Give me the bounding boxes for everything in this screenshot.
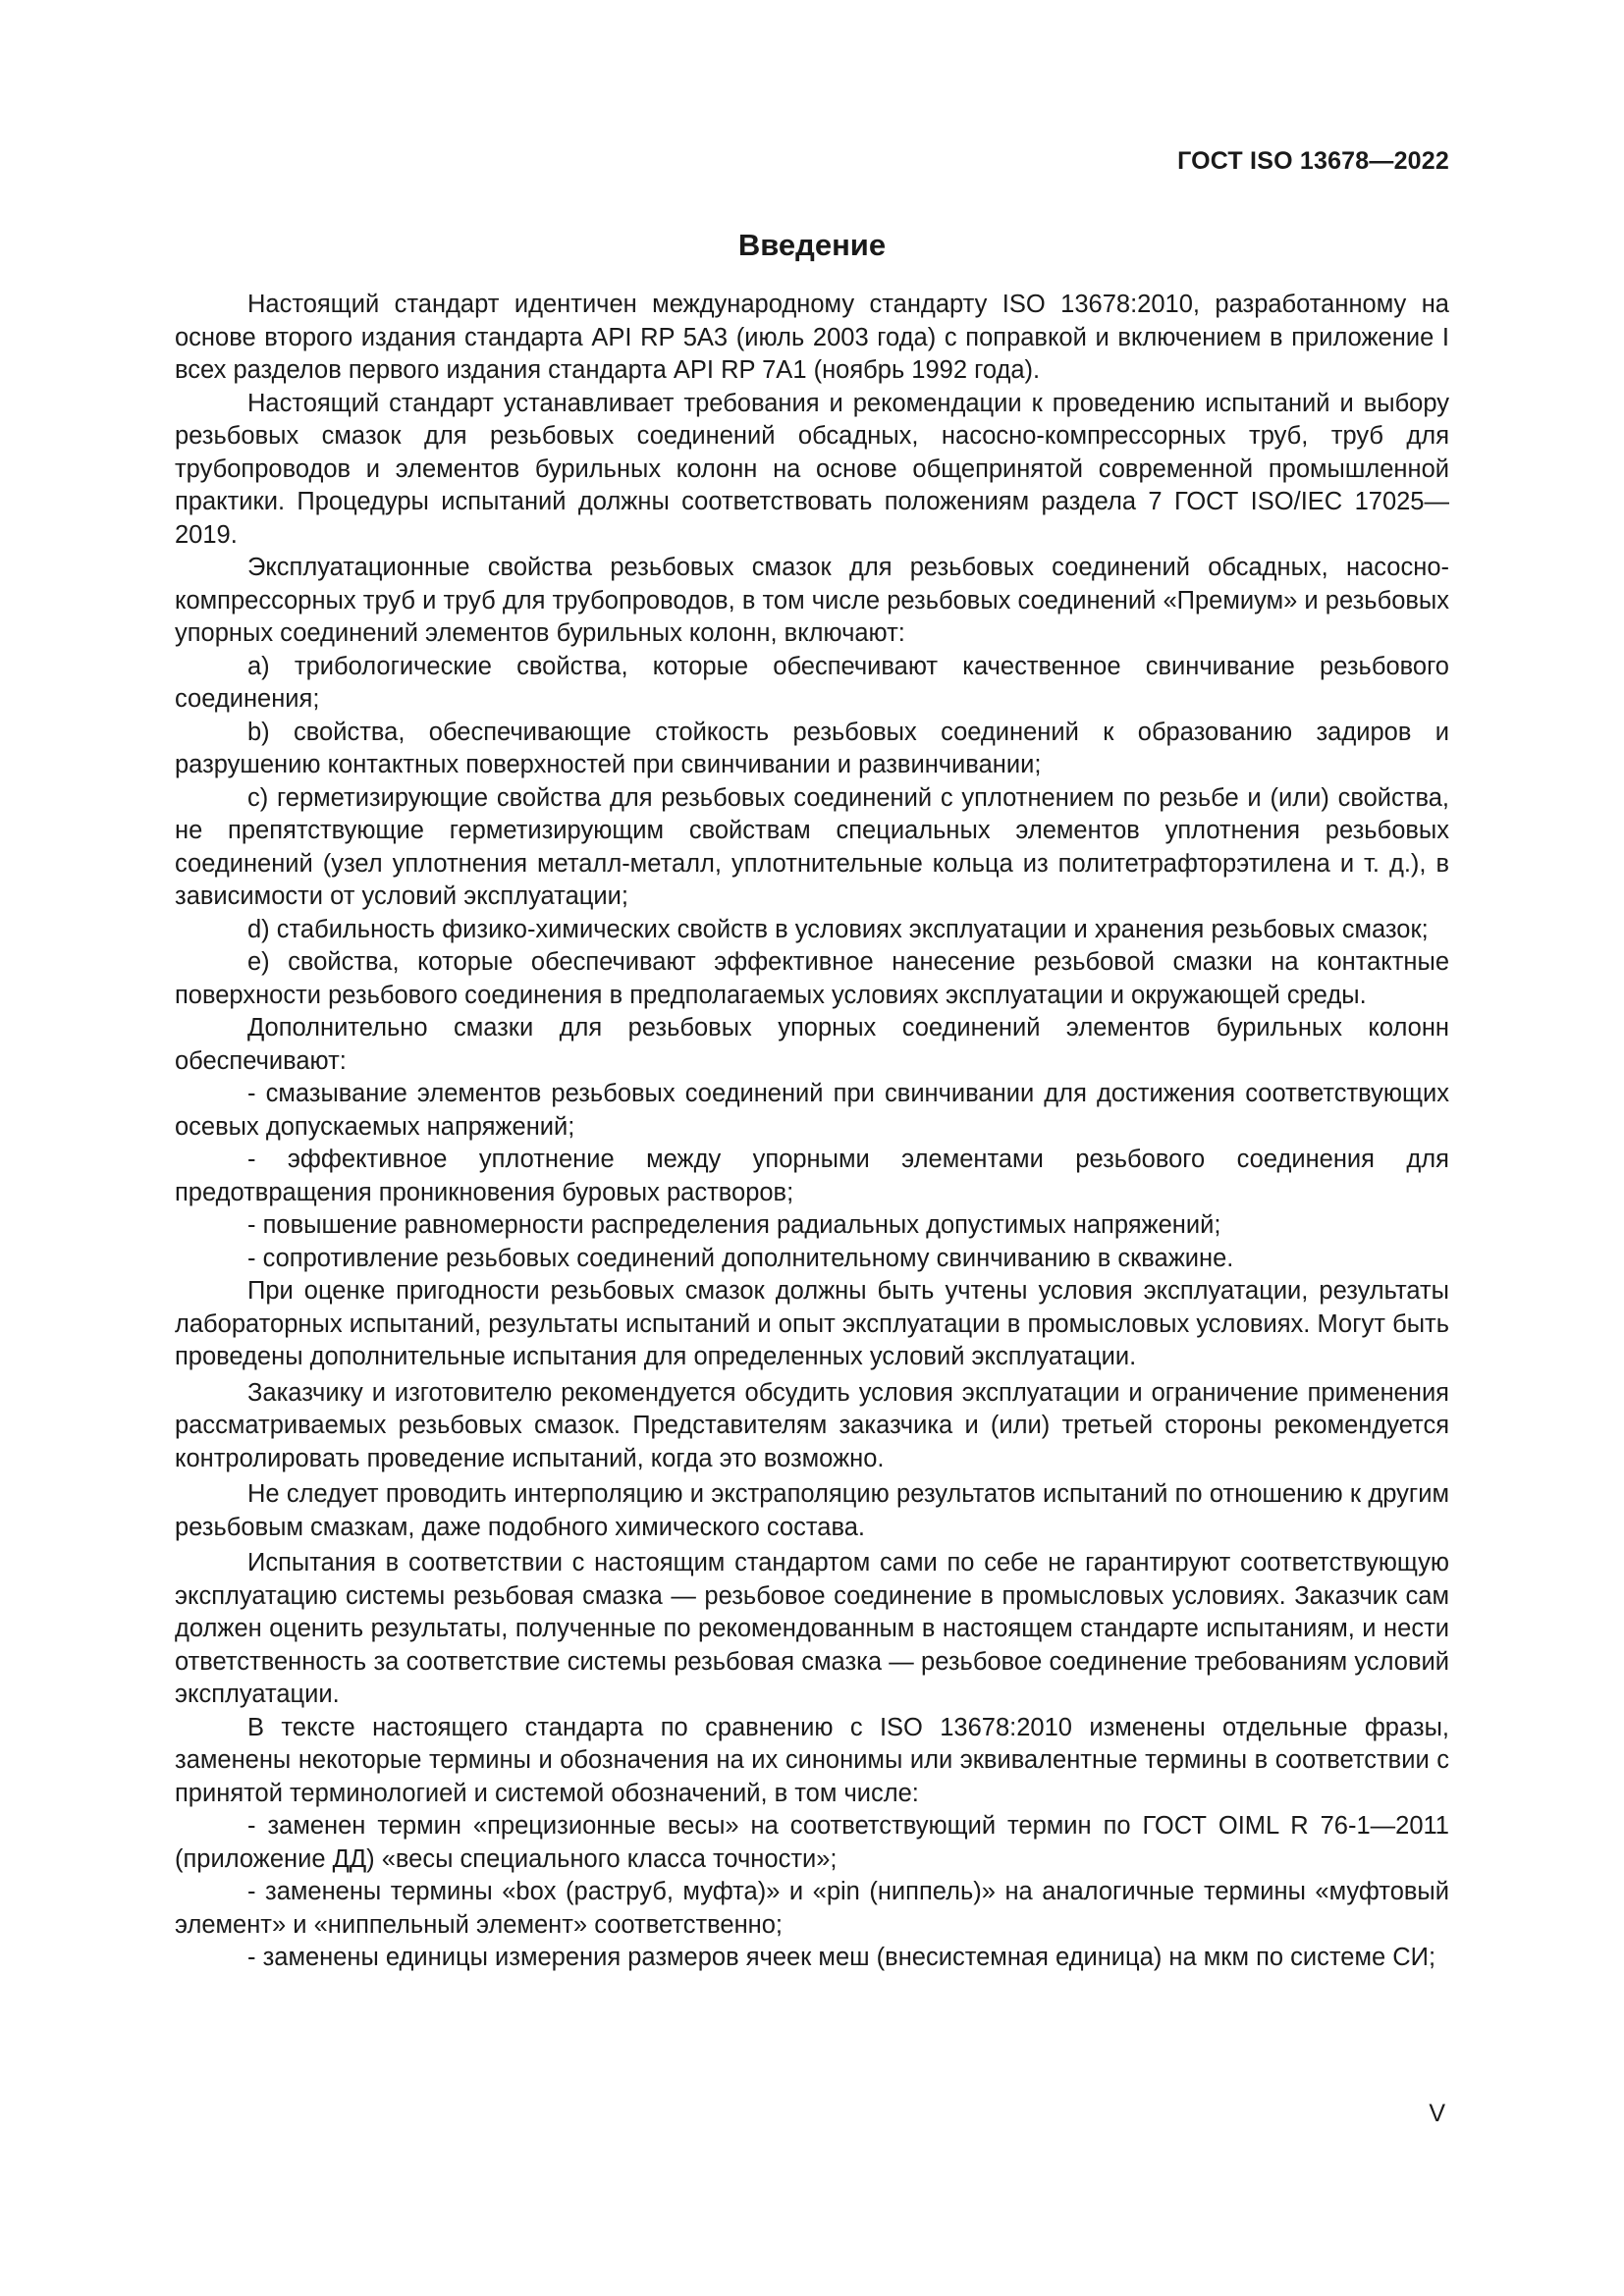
list-item-e: e) свойства, которые обеспечивают эффективное нанесение резьбовой смазки на контактные поверхности резьбового соединения в предполагаемых условиях эксплуатации и окружающей среды.	[175, 948, 1449, 1009]
paragraph-interpolation: Не следует проводить интерполяцию и экстраполяцию результатов испытаний по отношению к другим резьбовым смазкам, даже подобного химического состава.	[175, 1480, 1449, 1541]
list-item-b: b) свойства, обеспечивающие стойкость резьбовых соединений к образованию задиров и разрушению контактных поверхностей при свинчивании и развинчивании;	[175, 718, 1449, 778]
dash-item: - заменены термины «box (раструб, муфта)» и «pin (ниппель)» на аналогичные термины «муфтовый элемент» и «ниппельный элемент» соответственно;	[175, 1878, 1449, 1939]
document-header: ГОСТ ISO 13678—2022	[1177, 147, 1449, 175]
document-body	[175, 289, 1449, 1975]
dash-item: - эффективное уплотнение между упорными элементами резьбового соединения для предотвращения проникновения буровых растворов;	[175, 1146, 1449, 1206]
page-number: V	[1429, 2100, 1445, 2127]
list-item-c: c) герметизирующие свойства для резьбовых соединений с уплотнением по резьбе и (или) свойства, не препятствующие герметизирующим свойствам специальных элементов уплотнения резьбовых соединений (узел уплотнения металл-металл, уплотнительные кольца из политетрафторэтилена и т. д.), в зависимости от условий эксплуатации;	[175, 783, 1449, 910]
list-item-a: a) трибологические свойства, которые обеспечивают качественное свинчивание резьбового соединения;	[175, 652, 1449, 713]
paragraph-additional: Дополнительно смазки для резьбовых упорных соединений элементов бурильных колонн обеспечивают:	[175, 1014, 1449, 1075]
dash-item: - смазывание элементов резьбовых соединений при свинчивании для достижения соответствующих осевых допускаемых напряжений;	[175, 1080, 1449, 1141]
paragraph-tests: Испытания в соответствии с настоящим стандартом сами по себе не гарантируют соответствующую эксплуатацию системы резьбовая смазка — резьбовое соединение в промысловых условиях. Заказчик сам должен оценить результаты, полученные по рекомендованным в настоящем стандарте испытаниям, и нести ответственность за соответствие системы резьбовая смазка — резьбовое соединение требованиям условий эксплуатации.	[175, 1549, 1449, 1708]
section-title: Введение	[737, 228, 887, 262]
paragraph-scope: Настоящий стандарт устанавливает требования и рекомендации к проведению испытаний и выбору резьбовых смазок для резьбовых соединений обсадных, насосно-компрессорных труб, труб для трубопроводов и элементов бурильных колонн на основе общепринятой современной промышленной практики. Процедуры испытаний должны соответствовать положениям раздела 7 ГОСТ ISO/IEC 17025—2019.	[175, 389, 1449, 549]
dash-item: - заменен термин «прецизионные весы» на соответствующий термин по ГОСТ OIML R 76-1—2011 (приложение ДД) «весы специального класса точности»;	[175, 1812, 1449, 1873]
paragraph-evaluation: При оценке пригодности резьбовых смазок должны быть учтены условия эксплуатации, результаты лабораторных испытаний, результаты испытаний и опыт эксплуатации в промысловых условиях. Могут быть проведены дополнительные испытания для определенных условий эксплуатации.	[175, 1277, 1449, 1370]
paragraph-properties: Эксплуатационные свойства резьбовых смазок для резьбовых соединений обсадных, насосно-компрессорных труб и труб для трубопроводов, в том числе резьбовых соединений «Премиум» и резьбовых упорных соединений элементов бурильных колонн, включают:	[175, 554, 1449, 647]
dash-item: - заменены единицы измерения размеров ячеек меш (внесистемная единица) на мкм по системе СИ;	[247, 1944, 1436, 1971]
paragraph-changes: В тексте настоящего стандарта по сравнению с ISO 13678:2010 изменены отдельные фразы, заменены некоторые термины и обозначения на их синонимы или эквивалентные термины в соответствии с принятой терминологией и системой обозначений, в том числе:	[175, 1713, 1449, 1807]
dash-item: - повышение равномерности распределения радиальных допустимых напряжений;	[247, 1211, 1221, 1239]
paragraph-customer: Заказчику и изготовителю рекомендуется обсудить условия эксплуатации и ограничение применения рассматриваемых резьбовых смазок. Представителям заказчика и (или) третьей стороны рекомендуется контролировать проведение испытаний, когда это возможно.	[175, 1378, 1449, 1472]
list-item-d: d) стабильность физико-химических свойств в условиях эксплуатации и хранения резьбовых смазок;	[247, 915, 1429, 943]
dash-item: - сопротивление резьбовых соединений дополнительному свинчиванию в скважине.	[247, 1244, 1234, 1272]
paragraph-intro: Настоящий стандарт идентичен международному стандарту ISO 13678:2010, разработанному на основе второго издания стандарта API RP 5A3 (июль 2003 года) с поправкой и включением в приложение I всех разделов первого издания стандарта API RP 7A1 (ноябрь 1992 года).	[175, 291, 1449, 384]
